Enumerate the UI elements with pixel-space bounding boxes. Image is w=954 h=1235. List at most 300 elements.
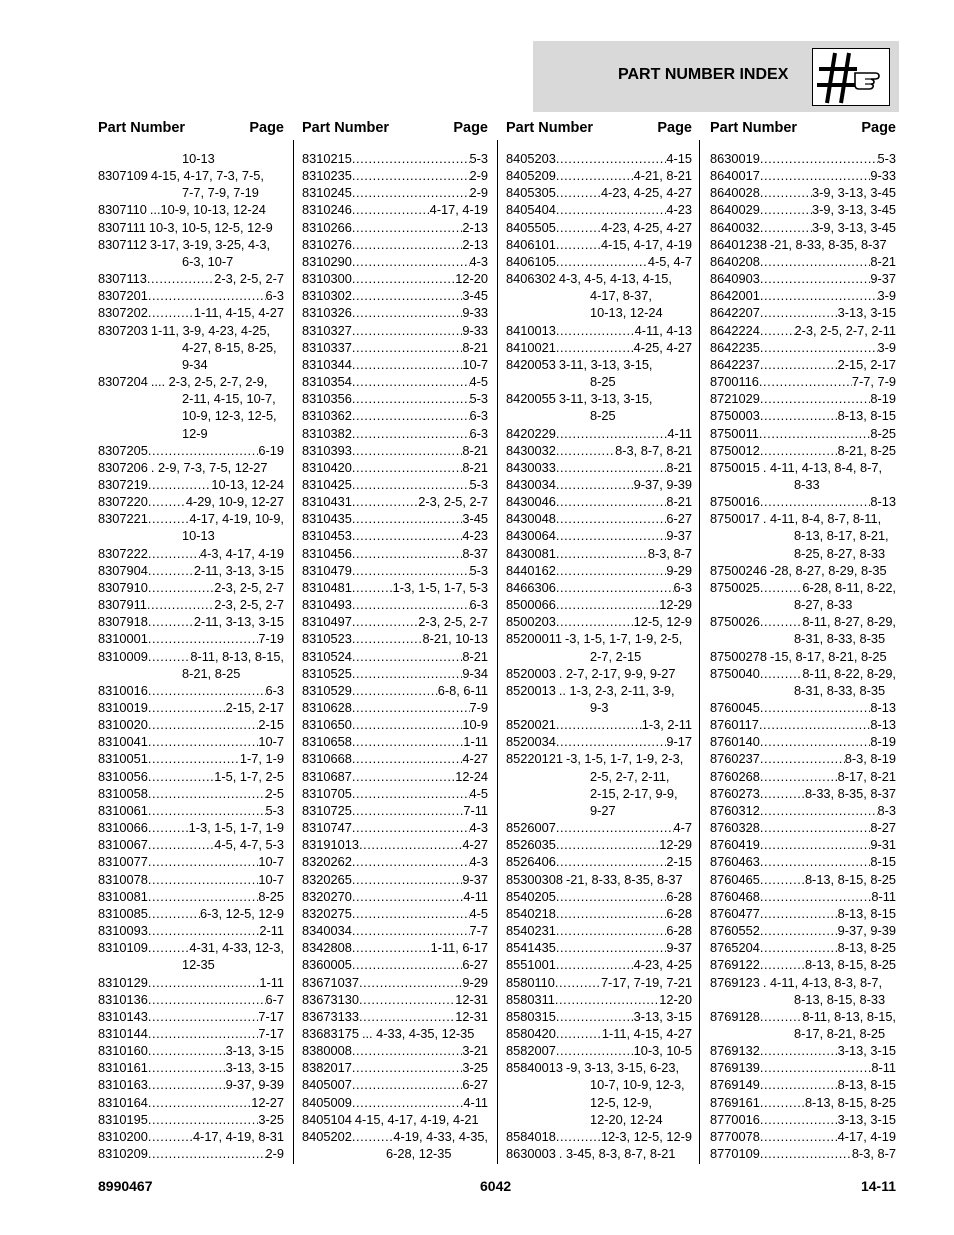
- dot-leader: [352, 527, 463, 544]
- part-number: 8340034: [302, 923, 352, 939]
- dot-leader: [760, 407, 838, 424]
- dot-leader: [148, 1025, 259, 1042]
- page-refs: 4-21, 8-21: [633, 168, 692, 184]
- part-number: 8307203: [98, 322, 148, 338]
- page-refs: 9-37: [666, 528, 692, 544]
- dot-leader: [148, 1094, 251, 1111]
- index-entry: [98, 442, 284, 459]
- page-refs: 3-25: [462, 1060, 488, 1076]
- dot-leader: [148, 888, 259, 905]
- part-number: 8420055: [506, 391, 556, 407]
- dot-leader: [148, 1059, 226, 1076]
- part-number: 8405009: [302, 1094, 352, 1110]
- page-refs: 12-27: [251, 1094, 284, 1110]
- page-refs: 4-15: [666, 151, 692, 166]
- index-entry: [98, 562, 284, 579]
- part-number: 8760465: [710, 871, 760, 887]
- part-number: 8760328: [710, 820, 760, 836]
- index-entry: [98, 476, 284, 493]
- index-entry: [302, 236, 488, 253]
- index-entry: [710, 750, 896, 767]
- page-refs: 8-13, 8-15, 8-25: [804, 1094, 896, 1110]
- index-entry: [710, 356, 896, 373]
- dot-leader: [760, 905, 838, 922]
- index-entry: [710, 922, 896, 939]
- page-refs: 2-9: [469, 168, 488, 184]
- dot-leader: [148, 1042, 226, 1059]
- part-number: 8380008: [302, 1043, 352, 1059]
- index-entry: [506, 836, 692, 853]
- index-entry: [98, 836, 284, 853]
- page-refs: 4-31, 4-33, 12-3,: [189, 940, 284, 956]
- page-refs: 4-5: [469, 785, 488, 801]
- dot-leader: [147, 270, 214, 287]
- page-refs-continued: 2-5, 2-7, 2-11,: [590, 768, 670, 784]
- dot-leader: [148, 613, 194, 630]
- dot-leader: [759, 373, 852, 390]
- index-entry: [506, 390, 692, 424]
- index-entry: [302, 682, 488, 699]
- dot-leader: [556, 476, 634, 493]
- index-entry: [506, 339, 692, 356]
- part-number: 8310479: [302, 562, 352, 578]
- part-number: 8307221: [98, 511, 148, 527]
- page-refs: 8-3: [877, 802, 896, 818]
- part-number: 8342808: [302, 940, 352, 956]
- part-number: 8750015: [710, 459, 760, 475]
- page-heading: Page: [657, 120, 692, 136]
- dot-leader: [148, 579, 214, 596]
- part-number: 8310200: [98, 1128, 148, 1144]
- part-number: 8405404: [506, 202, 556, 218]
- page-refs: 2-11: [259, 923, 284, 939]
- index-entry: [302, 648, 488, 665]
- dot-leader: [148, 545, 200, 562]
- dot-leader: [760, 442, 838, 459]
- page-refs: 6-3: [469, 408, 488, 424]
- page-refs: 8-21, 8-25: [837, 442, 896, 458]
- part-number: 8310020: [98, 717, 148, 733]
- page-refs-continued: 8-31, 8-33, 8-35: [794, 682, 886, 698]
- page-refs: 8-3, 8-7: [851, 1146, 896, 1162]
- page-refs: 8-19: [870, 734, 896, 750]
- part-number: 8307205: [98, 442, 148, 458]
- part-number: 8765204: [710, 940, 760, 956]
- index-entry: [302, 356, 488, 373]
- part-number: 8430081: [506, 545, 556, 561]
- part-number: 8310051: [98, 751, 148, 767]
- dot-leader: [760, 270, 871, 287]
- index-entry: [506, 939, 692, 956]
- dot-leader: [760, 819, 871, 836]
- index-entry: [302, 871, 488, 888]
- part-number: 8310628: [302, 700, 352, 715]
- page-refs: 2-9: [469, 185, 488, 201]
- part-number: 8310650: [302, 717, 352, 733]
- index-entry: [710, 390, 896, 407]
- part-number: 8310529: [302, 682, 352, 698]
- page-refs: 8-3, 8-7: [647, 545, 692, 561]
- page-refs: 2-3, 2-5, 2-7: [214, 579, 284, 595]
- page-refs: 4-27: [462, 837, 488, 853]
- dot-leader: [352, 425, 470, 442]
- dot-leader: [148, 1076, 226, 1093]
- part-number: 8526406: [506, 854, 556, 870]
- part-number: 8770016: [710, 1111, 760, 1127]
- dot-leader: [352, 184, 470, 201]
- dot-leader: [352, 236, 463, 253]
- page-refs-continued: 8-17, 8-21, 8-25: [794, 1025, 886, 1041]
- part-number: 8307219: [98, 476, 148, 492]
- page-refs: 8-25: [870, 425, 896, 441]
- part-number: 8310245: [302, 185, 352, 201]
- dot-leader: [352, 1076, 463, 1093]
- part-number: 86401238: [710, 236, 767, 252]
- index-entry: [98, 613, 284, 630]
- part-number: 8310078: [98, 871, 148, 887]
- hash-pointing-hand-icon: [812, 48, 890, 106]
- index-entry: [710, 733, 896, 750]
- part-number: 8310276: [302, 236, 352, 252]
- page-refs: 8-21: [666, 459, 692, 475]
- dot-leader: [760, 219, 812, 236]
- index-entry: [710, 871, 896, 888]
- dot-leader: [148, 493, 186, 510]
- index-entry: [302, 510, 488, 527]
- index-entry: [506, 905, 692, 922]
- part-number: 8642237: [710, 356, 760, 372]
- index-entry: [710, 939, 896, 956]
- dot-leader: [148, 836, 214, 853]
- index-entry: [506, 1059, 692, 1128]
- part-number: 8310144: [98, 1025, 148, 1041]
- part-number: 8769149: [710, 1077, 760, 1093]
- page-refs: 3-13, 3-15: [633, 1008, 692, 1024]
- page-refs: 7-17: [258, 1008, 284, 1024]
- page-refs: 7-9: [469, 700, 488, 715]
- part-number: 8520021: [506, 717, 556, 733]
- page-refs: 2-3, 2-5, 2-7, 2-11: [794, 322, 896, 338]
- page-refs-continued: 4-27, 8-15, 8-25,: [182, 339, 277, 355]
- part-number: 8630003: [506, 1146, 556, 1162]
- index-entry: [98, 716, 284, 733]
- page-refs: 4-17, 4-19, 8-31: [192, 1128, 284, 1144]
- page-refs: 3-13, 3-15: [225, 1060, 284, 1076]
- part-number: 8310382: [302, 425, 352, 441]
- index-entry: [98, 459, 284, 476]
- page-refs: 4-7: [673, 820, 692, 836]
- page-refs: 9-34: [462, 665, 488, 681]
- part-number-heading: Part Number: [98, 120, 186, 136]
- part-number: 8307112: [98, 236, 147, 252]
- page-refs: 4-11: [463, 1094, 488, 1110]
- page-refs: 1-3, 2-11: [641, 717, 692, 733]
- part-number: 8310337: [302, 339, 352, 355]
- dot-leader: [760, 339, 878, 356]
- page-refs: 1-11, 3-9, 4-23, 4-25,: [150, 322, 271, 338]
- part-number: 87500278: [710, 648, 767, 664]
- dot-leader: [352, 510, 463, 527]
- page-refs: 9-29: [666, 562, 692, 578]
- page-refs-continued: 10-13, 12-24: [590, 305, 663, 321]
- index-entry: [710, 802, 896, 819]
- page-refs: 4-3: [469, 854, 488, 870]
- index-entry: [506, 1042, 692, 1059]
- page-refs: . 4-11, 8-4, 8-7, 8-11,: [762, 511, 882, 527]
- index-entry: [302, 785, 488, 802]
- index-entry: [302, 733, 488, 750]
- index-entry: [710, 167, 896, 184]
- page-refs: 6-28: [666, 888, 692, 904]
- dot-leader: [760, 287, 878, 304]
- page-refs: 12-29: [659, 597, 692, 613]
- dot-leader: [352, 270, 455, 287]
- dot-leader: [556, 733, 667, 750]
- index-entry: [302, 287, 488, 304]
- part-number: 8520003: [506, 665, 556, 681]
- dot-leader: [760, 613, 803, 630]
- page-refs: 4-27: [462, 751, 488, 767]
- part-number: 8310266: [302, 219, 352, 235]
- page-refs: ... 4-33, 4-35, 12-35: [361, 1025, 475, 1041]
- part-number: 8642001: [710, 288, 760, 304]
- index-entry: [98, 493, 284, 510]
- page-refs: 6-3: [265, 682, 284, 698]
- page-refs-continued: 9-3: [590, 700, 609, 715]
- dot-leader: [352, 562, 470, 579]
- index-entry: [506, 545, 692, 562]
- entry-list: [98, 150, 284, 1162]
- part-number: 8310058: [98, 785, 148, 801]
- index-entry: [710, 442, 896, 459]
- page-refs: 1-3, 1-5, 1-7, 1-9: [188, 820, 284, 836]
- part-number: 8310354: [302, 374, 352, 390]
- part-number: 8310019: [98, 700, 148, 715]
- part-number: 8310497: [302, 614, 352, 630]
- page-refs-continued: 2-15, 2-17, 9-9,: [590, 785, 678, 801]
- index-entry: [98, 1042, 284, 1059]
- page-refs: 2-13: [462, 219, 488, 235]
- index-entry: [710, 253, 896, 270]
- index-entry: [302, 1042, 488, 1059]
- page-refs: 6-3, 12-5, 12-9: [200, 905, 284, 921]
- index-entry: [98, 991, 284, 1008]
- index-entry: [710, 270, 896, 287]
- index-entry: [98, 219, 284, 236]
- dot-leader: [760, 201, 812, 218]
- part-number: 8307109: [98, 168, 148, 184]
- index-entry: [302, 905, 488, 922]
- part-number-heading: Part Number: [710, 120, 798, 136]
- part-number: 8580315: [506, 1008, 556, 1024]
- index-entry: [98, 1111, 284, 1128]
- dot-leader: [148, 476, 212, 493]
- part-number: 8769122: [710, 957, 760, 973]
- part-number: 8406105: [506, 253, 556, 269]
- page-refs: 2-11, 3-13, 3-15: [193, 614, 284, 630]
- page-refs-continued: 8-13, 8-15, 8-33: [794, 991, 886, 1007]
- part-number: 8310056: [98, 768, 148, 784]
- page-refs: 8-3, 8-7, 8-21: [615, 442, 692, 458]
- page-refs: 3-25: [258, 1111, 284, 1127]
- index-entry: [506, 596, 692, 613]
- part-number: 8405209: [506, 168, 556, 184]
- part-number: 8310705: [302, 785, 352, 801]
- page-refs: 1-7, 1-9: [239, 751, 284, 767]
- page-refs: 7-11: [463, 802, 488, 818]
- page-refs: 8-13, 8-15: [837, 408, 896, 424]
- index-entry: [302, 390, 488, 407]
- page-refs: -9, 3-13, 3-15, 6-23,: [565, 1060, 680, 1076]
- page-refs: 12-24: [455, 768, 488, 784]
- part-number: 8760552: [710, 923, 760, 939]
- page-heading: Page: [249, 120, 284, 136]
- index-entry: [506, 184, 692, 201]
- page-refs: 9-31: [870, 837, 896, 853]
- page-refs: 2-9: [265, 1146, 284, 1162]
- part-number: 8541435: [506, 940, 556, 956]
- part-number: 8760273: [710, 785, 760, 801]
- page-refs: 5-3: [469, 391, 488, 407]
- part-number: 8750016: [710, 494, 760, 510]
- index-entry: [506, 819, 692, 836]
- index-entry: [506, 630, 692, 664]
- index-entry: [710, 1145, 896, 1162]
- dot-leader: [556, 219, 601, 236]
- index-entry: [302, 253, 488, 270]
- index-entry: [302, 991, 488, 1008]
- dot-leader: [760, 579, 803, 596]
- page-refs: 2-5: [265, 785, 284, 801]
- index-entry: [98, 648, 284, 682]
- index-entry: [506, 201, 692, 218]
- page-refs: 6-27: [462, 1077, 488, 1093]
- index-entry: [302, 768, 488, 785]
- page-refs: 7-17, 7-19, 7-21: [600, 974, 692, 990]
- dot-leader: [556, 527, 667, 544]
- page-refs: 10-7: [258, 871, 284, 887]
- part-number: 8310362: [302, 408, 352, 424]
- part-number: 85840013: [506, 1060, 563, 1076]
- index-entry: [302, 459, 488, 476]
- index-entry: [710, 510, 896, 561]
- page-refs: 4-23, 4-25: [633, 957, 692, 973]
- dot-leader: [556, 956, 634, 973]
- part-number: 8580110: [506, 974, 555, 990]
- dot-leader: [352, 1059, 463, 1076]
- part-number: 8307202: [98, 305, 148, 321]
- dot-leader: [556, 510, 667, 527]
- entry-list: [302, 150, 488, 1162]
- page-refs-continued: 6-3, 10-7: [182, 253, 234, 269]
- dot-leader: [352, 871, 463, 888]
- dot-leader: [352, 956, 463, 973]
- dot-leader: [760, 768, 838, 785]
- part-number: 8307220: [98, 494, 148, 510]
- page-refs: -28, 8-27, 8-29, 8-35: [769, 562, 887, 578]
- dot-leader: [148, 991, 266, 1008]
- page-refs: . 3-45, 8-3, 8-7, 8-21: [558, 1146, 676, 1162]
- dot-leader: [352, 682, 438, 699]
- part-number: 8307904: [98, 562, 148, 578]
- index-entry: [506, 750, 692, 819]
- page-refs-continued: 6-28, 12-35: [386, 1146, 452, 1162]
- page-refs: 9-37: [462, 871, 488, 887]
- page-refs: 8-19: [870, 391, 896, 407]
- index-entry: [506, 562, 692, 579]
- index-entry: [506, 888, 692, 905]
- part-number: 8760468: [710, 888, 760, 904]
- index-entry: [710, 184, 896, 201]
- part-number: 87500246: [710, 562, 767, 578]
- index-entry: [302, 1128, 488, 1162]
- index-entry: [98, 802, 284, 819]
- page-refs: -3, 1-5, 1-7, 1-9, 2-3,: [565, 751, 684, 767]
- page-refs: 3-9: [877, 339, 896, 355]
- part-number: 8430033: [506, 459, 556, 475]
- dot-leader: [148, 716, 259, 733]
- page-refs: 10-7: [258, 734, 284, 750]
- dot-leader: [352, 356, 463, 373]
- part-number: 8310129: [98, 974, 148, 990]
- index-entry: [710, 287, 896, 304]
- index-entry: [302, 1111, 488, 1128]
- part-number: 8410021: [506, 339, 556, 355]
- part-number: 8642207: [710, 305, 760, 321]
- dot-leader: [352, 150, 470, 167]
- dot-leader: [760, 888, 872, 905]
- page-refs-continued: 8-31, 8-33, 8-35: [794, 631, 886, 647]
- index-entry: [710, 888, 896, 905]
- index-column-1: [98, 118, 284, 1162]
- part-number: 8760045: [710, 700, 760, 715]
- page-refs: 4-5, 4-7: [647, 253, 692, 269]
- page-refs: 3-11, 3-13, 3-15,: [558, 391, 653, 407]
- page-refs: 3-21: [462, 1043, 488, 1059]
- index-entry: [302, 527, 488, 544]
- page-refs: 3-13, 3-15: [837, 1043, 896, 1059]
- dot-leader: [760, 1145, 852, 1162]
- dot-leader: [760, 802, 878, 819]
- page-refs: 3-9: [877, 288, 896, 304]
- index-entry: [302, 630, 488, 647]
- part-number: 8750017: [710, 511, 760, 527]
- index-entry: [506, 356, 692, 390]
- column-header: [506, 118, 692, 150]
- part-number: 8640028: [710, 185, 760, 201]
- page-refs: 4-3, 4-17, 4-19: [200, 545, 284, 561]
- page-refs-continued: 8-13, 8-17, 8-21,: [794, 528, 889, 544]
- dot-leader: [148, 442, 259, 459]
- page-refs-continued: 2-7, 2-15: [590, 648, 642, 664]
- part-number: 8405104: [302, 1111, 352, 1127]
- part-number: 8750025: [710, 579, 760, 595]
- page-refs: 12-20: [659, 991, 692, 1007]
- page-refs: -21, 8-33, 8-35, 8-37: [565, 871, 683, 887]
- part-number: 8642235: [710, 339, 760, 355]
- page-refs: 9-37, 9-39: [225, 1077, 284, 1093]
- dot-leader: [556, 905, 667, 922]
- page-refs: 6-19: [258, 442, 284, 458]
- part-number: 8310687: [302, 768, 352, 784]
- page-refs: .... 2-3, 2-5, 2-7, 2-9,: [150, 374, 268, 390]
- index-entry: [710, 785, 896, 802]
- index-entry: [98, 939, 284, 973]
- part-number: 8410013: [506, 322, 556, 338]
- index-entry: [710, 425, 896, 442]
- part-number: 8770078: [710, 1128, 760, 1144]
- dot-leader: [556, 339, 634, 356]
